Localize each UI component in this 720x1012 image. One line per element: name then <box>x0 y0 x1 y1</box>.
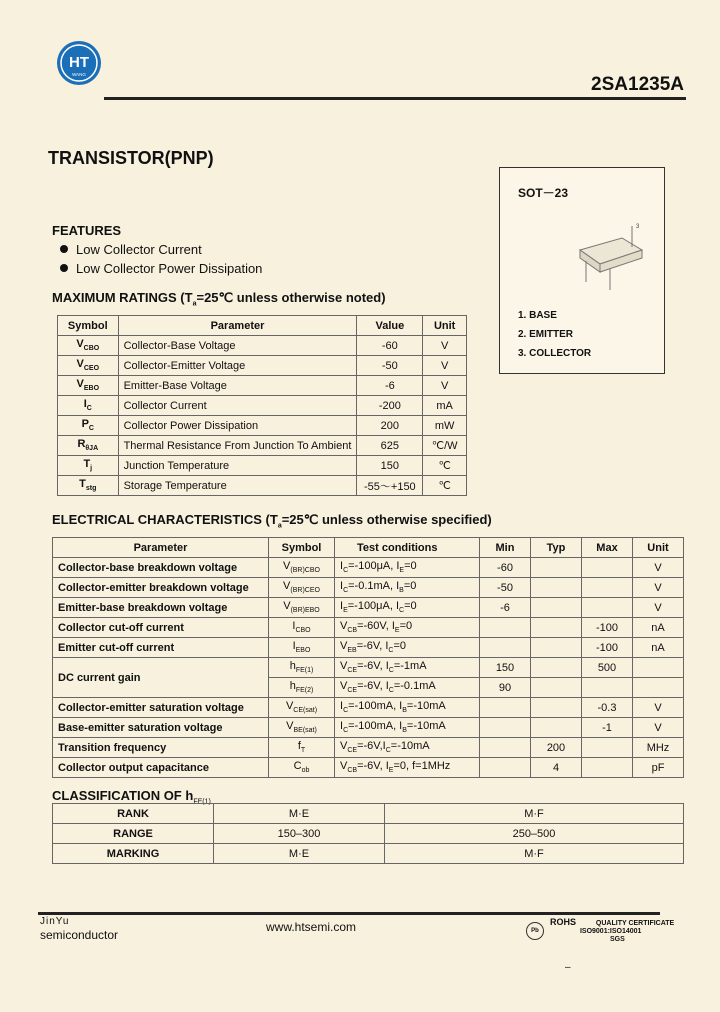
rank-a-cell: 150–300 <box>214 824 385 844</box>
cert-rohs: ROHS <box>549 917 576 927</box>
table-row <box>53 558 684 578</box>
parameter-cell: Storage Temperature <box>118 476 357 496</box>
part-number: 2SA1235A <box>591 74 684 95</box>
label-cell: RANK <box>53 804 214 824</box>
unit-cell: ℃ <box>423 476 467 496</box>
symbol-cell: $I_C$ <box>58 396 119 416</box>
feature-text: Low Collector Current <box>76 242 202 257</box>
table-row <box>53 598 684 618</box>
footer-url[interactable]: www.htsemi.com <box>266 920 357 934</box>
unit-cell: pF <box>633 758 684 778</box>
package-box <box>499 167 665 374</box>
min-cell: -6 <box>480 598 531 618</box>
rank-a-cell: M·E <box>214 804 385 824</box>
unit-cell <box>633 678 684 698</box>
typ-cell: 4 <box>531 758 582 778</box>
value-cell: -60 <box>357 336 423 356</box>
symbol-cell: $h_{FE(1)}$ <box>269 658 335 678</box>
column-header: Symbol <box>58 316 119 336</box>
table-row <box>53 698 684 718</box>
max-cell <box>582 738 633 758</box>
table-row <box>53 638 684 658</box>
min-cell <box>480 638 531 658</box>
value-cell: -50 <box>357 356 423 376</box>
unit-cell: mW <box>423 416 467 436</box>
table-row <box>58 416 467 436</box>
max-cell <box>582 678 633 698</box>
typ-cell <box>531 618 582 638</box>
condition-cell: $I_E=-100\mu A$, $I_C=0$ <box>335 598 480 618</box>
symbol-cell: $V_{CBO}$ <box>58 336 119 356</box>
header-rule <box>104 97 686 100</box>
typ-cell <box>531 598 582 618</box>
min-cell <box>480 718 531 738</box>
value-cell: -6 <box>357 376 423 396</box>
table-row <box>53 824 684 844</box>
table-row <box>53 804 684 824</box>
symbol-cell: $R_{\theta JA}$ <box>58 436 119 456</box>
condition-cell: $V_{CE}=-6V$, $I_C=-1mA$ <box>335 658 480 678</box>
unit-cell: ℃/W <box>423 436 467 456</box>
unit-cell: V <box>423 356 467 376</box>
parameter-cell: Base-emitter saturation voltage <box>53 718 269 738</box>
logo-sub-text: WANG <box>72 72 86 77</box>
typ-cell <box>531 658 582 678</box>
condition-cell: $V_{CE}=-6V$, $I_C=-0.1mA$ <box>335 678 480 698</box>
condition-cell: $V_{CE}=-6V,I_C=-10mA$ <box>335 738 480 758</box>
cert-iso: ISO9001:ISO14001 <box>579 928 642 935</box>
min-cell <box>480 698 531 718</box>
logo-text: HT <box>69 54 89 71</box>
unit-cell: V <box>423 336 467 356</box>
table-row <box>58 336 467 356</box>
column-header: Unit <box>423 316 467 336</box>
symbol-cell: $C_{ob}$ <box>269 758 335 778</box>
cert-quality: QUALITY CERTIFICATE <box>595 920 675 927</box>
value-cell: 625 <box>357 436 423 456</box>
pin-list <box>518 306 591 363</box>
features-heading: FEATURES <box>52 223 122 238</box>
table-row <box>53 658 684 678</box>
max-cell: -100 <box>582 618 633 638</box>
symbol-cell: $P_C$ <box>58 416 119 436</box>
symbol-cell: $I_{CBO}$ <box>269 618 335 638</box>
column-header: Parameter <box>53 538 269 558</box>
typ-cell <box>531 558 582 578</box>
parameter-cell: Collector output capacitance <box>53 758 269 778</box>
unit-cell: MHz <box>633 738 684 758</box>
column-header: Symbol <box>269 538 335 558</box>
unit-cell <box>633 658 684 678</box>
parameter-cell: DC current gain <box>53 658 269 698</box>
electrical-heading: ELECTRICAL CHARACTERISTICS ($T_a=25℃$ unless otherwise specified) <box>52 512 492 530</box>
table-row <box>53 844 684 864</box>
label-cell: MARKING <box>53 844 214 864</box>
rank-b-cell: 250–500 <box>385 824 684 844</box>
max-cell <box>582 598 633 618</box>
column-header: Test conditions <box>335 538 480 558</box>
pin-label: 1. BASE <box>518 310 557 321</box>
column-header: Unit <box>633 538 684 558</box>
parameter-cell: Collector Current <box>118 396 357 416</box>
symbol-cell: $T_j$ <box>58 456 119 476</box>
value-cell: -55～+150 <box>357 476 423 496</box>
unit-cell: V <box>423 376 467 396</box>
symbol-cell: $I_{EBO}$ <box>269 638 335 658</box>
value-cell: 150 <box>357 456 423 476</box>
column-header: Min <box>480 538 531 558</box>
column-header: Max <box>582 538 633 558</box>
feature-text: Low Collector Power Dissipation <box>76 261 263 276</box>
column-header: Parameter <box>118 316 357 336</box>
condition-cell: $I_C=-100mA$, $I_B=-10mA$ <box>335 698 480 718</box>
unit-cell: V <box>633 558 684 578</box>
classification-heading: CLASSIFICATION OF $h_{FE(1)}$ <box>52 788 211 806</box>
min-cell: -50 <box>480 578 531 598</box>
pin-marker: 3 <box>636 224 640 230</box>
footer-rule <box>38 912 660 915</box>
feature-item <box>60 242 202 257</box>
table-row <box>58 396 467 416</box>
min-cell: -60 <box>480 558 531 578</box>
parameter-cell: Collector-emitter saturation voltage <box>53 698 269 718</box>
column-header: Value <box>357 316 423 336</box>
bullet-icon <box>60 245 68 253</box>
unit-cell: mA <box>423 396 467 416</box>
symbol-cell: $V_{(BR)CBO}$ <box>269 558 335 578</box>
typ-cell: 200 <box>531 738 582 758</box>
min-cell: 90 <box>480 678 531 698</box>
rank-a-cell: M·E <box>214 844 385 864</box>
parameter-cell: Collector Power Dissipation <box>118 416 357 436</box>
sot23-package-icon <box>570 220 650 300</box>
parameter-cell: Collector-emitter breakdown voltage <box>53 578 269 598</box>
parameter-cell: Collector cut-off current <box>53 618 269 638</box>
value-cell: 200 <box>357 416 423 436</box>
condition-cell: $V_{CB}=-60V$, $I_E=0$ <box>335 618 480 638</box>
table-row <box>58 356 467 376</box>
table-row <box>53 618 684 638</box>
parameter-cell: Junction Temperature <box>118 456 357 476</box>
cert-sgs: SGS <box>609 936 625 943</box>
parameter-cell: Transition frequency <box>53 738 269 758</box>
feature-item <box>60 261 262 276</box>
column-header: Typ <box>531 538 582 558</box>
pin-label: 3. COLLECTOR <box>518 348 592 359</box>
parameter-cell: Collector-Base Voltage <box>118 336 357 356</box>
symbol-cell: $V_{CE(sat)}$ <box>269 698 335 718</box>
symbol-cell: $h_{FE(2)}$ <box>269 678 335 698</box>
unit-cell: V <box>633 598 684 618</box>
pb-free-icon: Pb <box>526 922 544 940</box>
table-row <box>53 578 684 598</box>
condition-cell: $V_{EB}=-6V$, $I_C=0$ <box>335 638 480 658</box>
table-row <box>58 476 467 496</box>
table-row <box>58 436 467 456</box>
table-row <box>53 718 684 738</box>
footer-company: JinYu <box>40 916 70 927</box>
table-row <box>58 456 467 476</box>
table-header-row <box>58 316 467 336</box>
page-dash: – <box>565 962 571 973</box>
symbol-cell: $V_{(BR)EBO}$ <box>269 598 335 618</box>
symbol-cell: $V_{CEO}$ <box>58 356 119 376</box>
typ-cell <box>531 578 582 598</box>
package-label: SOT－23 <box>518 186 569 200</box>
min-cell: 150 <box>480 658 531 678</box>
max-cell: -0.3 <box>582 698 633 718</box>
unit-cell: V <box>633 718 684 738</box>
company-logo <box>56 40 102 86</box>
condition-cell: $I_C=-100mA$, $I_B=-10mA$ <box>335 718 480 738</box>
unit-cell: V <box>633 698 684 718</box>
condition-cell: $I_C=-100\mu A$, $I_E=0$ <box>335 558 480 578</box>
max-ratings-table <box>57 315 467 496</box>
bullet-icon <box>60 264 68 272</box>
table-row <box>58 376 467 396</box>
typ-cell <box>531 718 582 738</box>
pin-label: 2. EMITTER <box>518 329 574 340</box>
typ-cell <box>531 638 582 658</box>
parameter-cell: Collector-Emitter Voltage <box>118 356 357 376</box>
table-header-row <box>53 538 684 558</box>
parameter-cell: Thermal Resistance From Junction To Ambient <box>118 436 357 456</box>
condition-cell: $I_C=-0.1mA$, $I_B=0$ <box>335 578 480 598</box>
rank-b-cell: M·F <box>385 804 684 824</box>
max-cell <box>582 578 633 598</box>
value-cell: -200 <box>357 396 423 416</box>
unit-cell: nA <box>633 638 684 658</box>
parameter-cell: Emitter cut-off current <box>53 638 269 658</box>
min-cell <box>480 758 531 778</box>
footer-company-sub: semiconductor <box>40 928 119 942</box>
symbol-cell: $V_{EBO}$ <box>58 376 119 396</box>
classification-table <box>52 803 684 864</box>
unit-cell: V <box>633 578 684 598</box>
symbol-cell: $f_T$ <box>269 738 335 758</box>
max-cell: -1 <box>582 718 633 738</box>
typ-cell <box>531 698 582 718</box>
electrical-table <box>52 537 684 778</box>
max-cell <box>582 758 633 778</box>
symbol-cell: $V_{(BR)CEO}$ <box>269 578 335 598</box>
label-cell: RANGE <box>53 824 214 844</box>
max-cell: -100 <box>582 638 633 658</box>
max-cell: 500 <box>582 658 633 678</box>
rank-b-cell: M·F <box>385 844 684 864</box>
table-row <box>53 758 684 778</box>
typ-cell <box>531 678 582 698</box>
unit-cell: ℃ <box>423 456 467 476</box>
parameter-cell: Collector-base breakdown voltage <box>53 558 269 578</box>
certification-marks <box>526 918 674 944</box>
parameter-cell: Emitter-base breakdown voltage <box>53 598 269 618</box>
symbol-cell: $T_{stg}$ <box>58 476 119 496</box>
parameter-cell: Emitter-Base Voltage <box>118 376 357 396</box>
unit-cell: nA <box>633 618 684 638</box>
table-row <box>53 738 684 758</box>
min-cell <box>480 618 531 638</box>
symbol-cell: $V_{BE(sat)}$ <box>269 718 335 738</box>
min-cell <box>480 738 531 758</box>
max-cell <box>582 558 633 578</box>
page-title: TRANSISTOR(PNP) <box>48 148 214 168</box>
max-ratings-heading: MAXIMUM RATINGS ($T_a=25℃$ unless otherwise noted) <box>52 290 386 308</box>
condition-cell: $V_{CB}=-6V$, $I_E=0$, f=1MHz <box>335 758 480 778</box>
